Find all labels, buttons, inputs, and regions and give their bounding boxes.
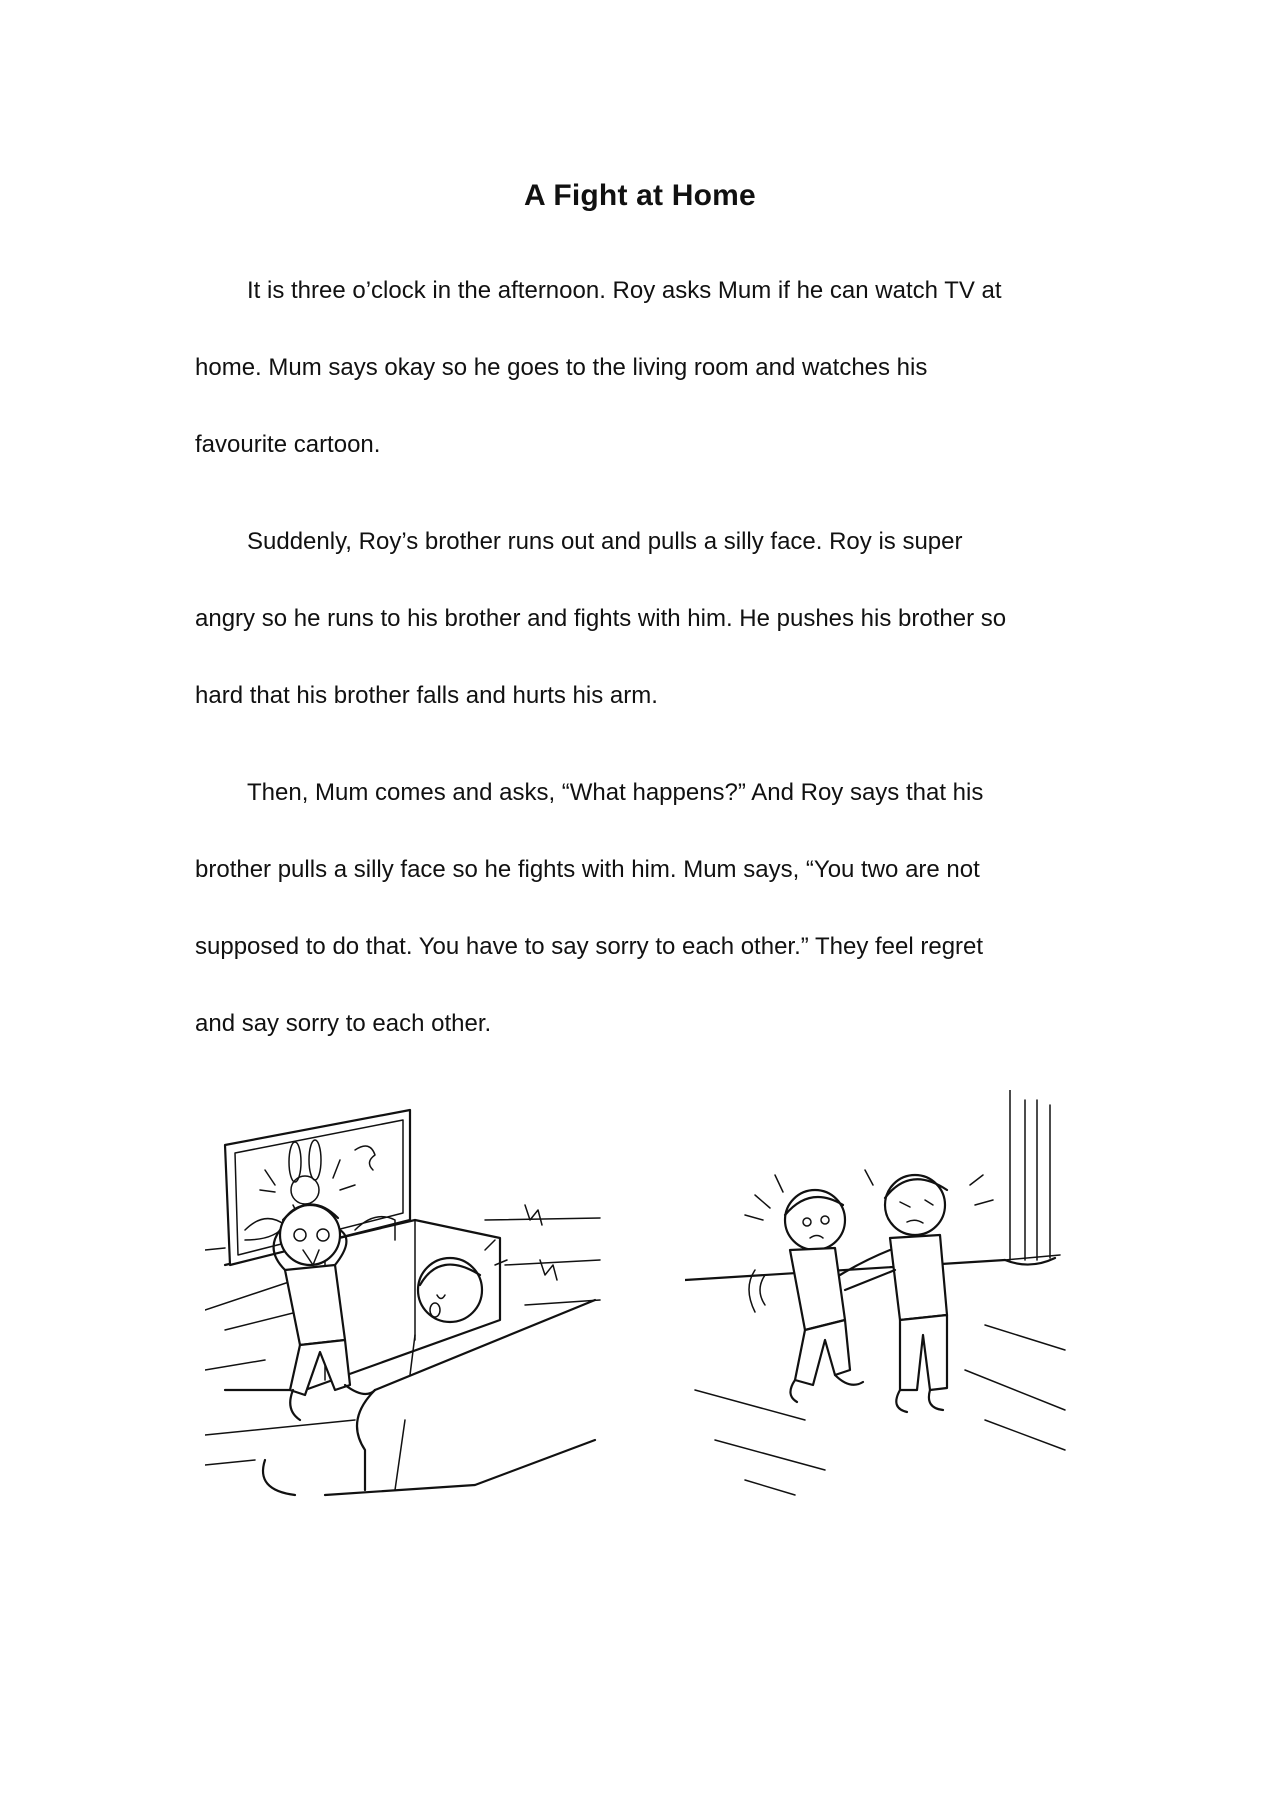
paragraph-2-line-2: angry so he runs to his brother and fights with him. He pushes his brother so (195, 605, 1007, 632)
page-title: A Fight at Home (524, 179, 756, 212)
paragraph-1-line-1: It is three o’clock in the afternoon. Roy asks Mum if he can watch TV at (247, 277, 1002, 304)
paragraph-3-line-2: brother pulls a silly face so he fights with him. Mum says, “You two are not (195, 856, 980, 883)
paragraph-3-line-1: Then, Mum comes and asks, “What happens?” And Roy says that his (247, 779, 984, 806)
paragraph-3-line-3: supposed to do that. You have to say sorry to each other.” They feel regret (195, 933, 984, 960)
tv-silly-face-drawing-icon (205, 1090, 605, 1500)
paragraph-1-line-3: favourite cartoon. (195, 431, 381, 458)
paragraph-2-line-1: Suddenly, Roy’s brother runs out and pulls a silly face. Roy is super (247, 528, 963, 555)
paragraph-2-line-3: hard that his brother falls and hurts his arm. (195, 682, 658, 709)
brothers-fighting-drawing-icon (685, 1090, 1085, 1500)
paragraph-3-line-4: and say sorry to each other. (195, 1010, 492, 1037)
paragraph-1-line-2: home. Mum says okay so he goes to the living room and watches his (195, 354, 928, 381)
